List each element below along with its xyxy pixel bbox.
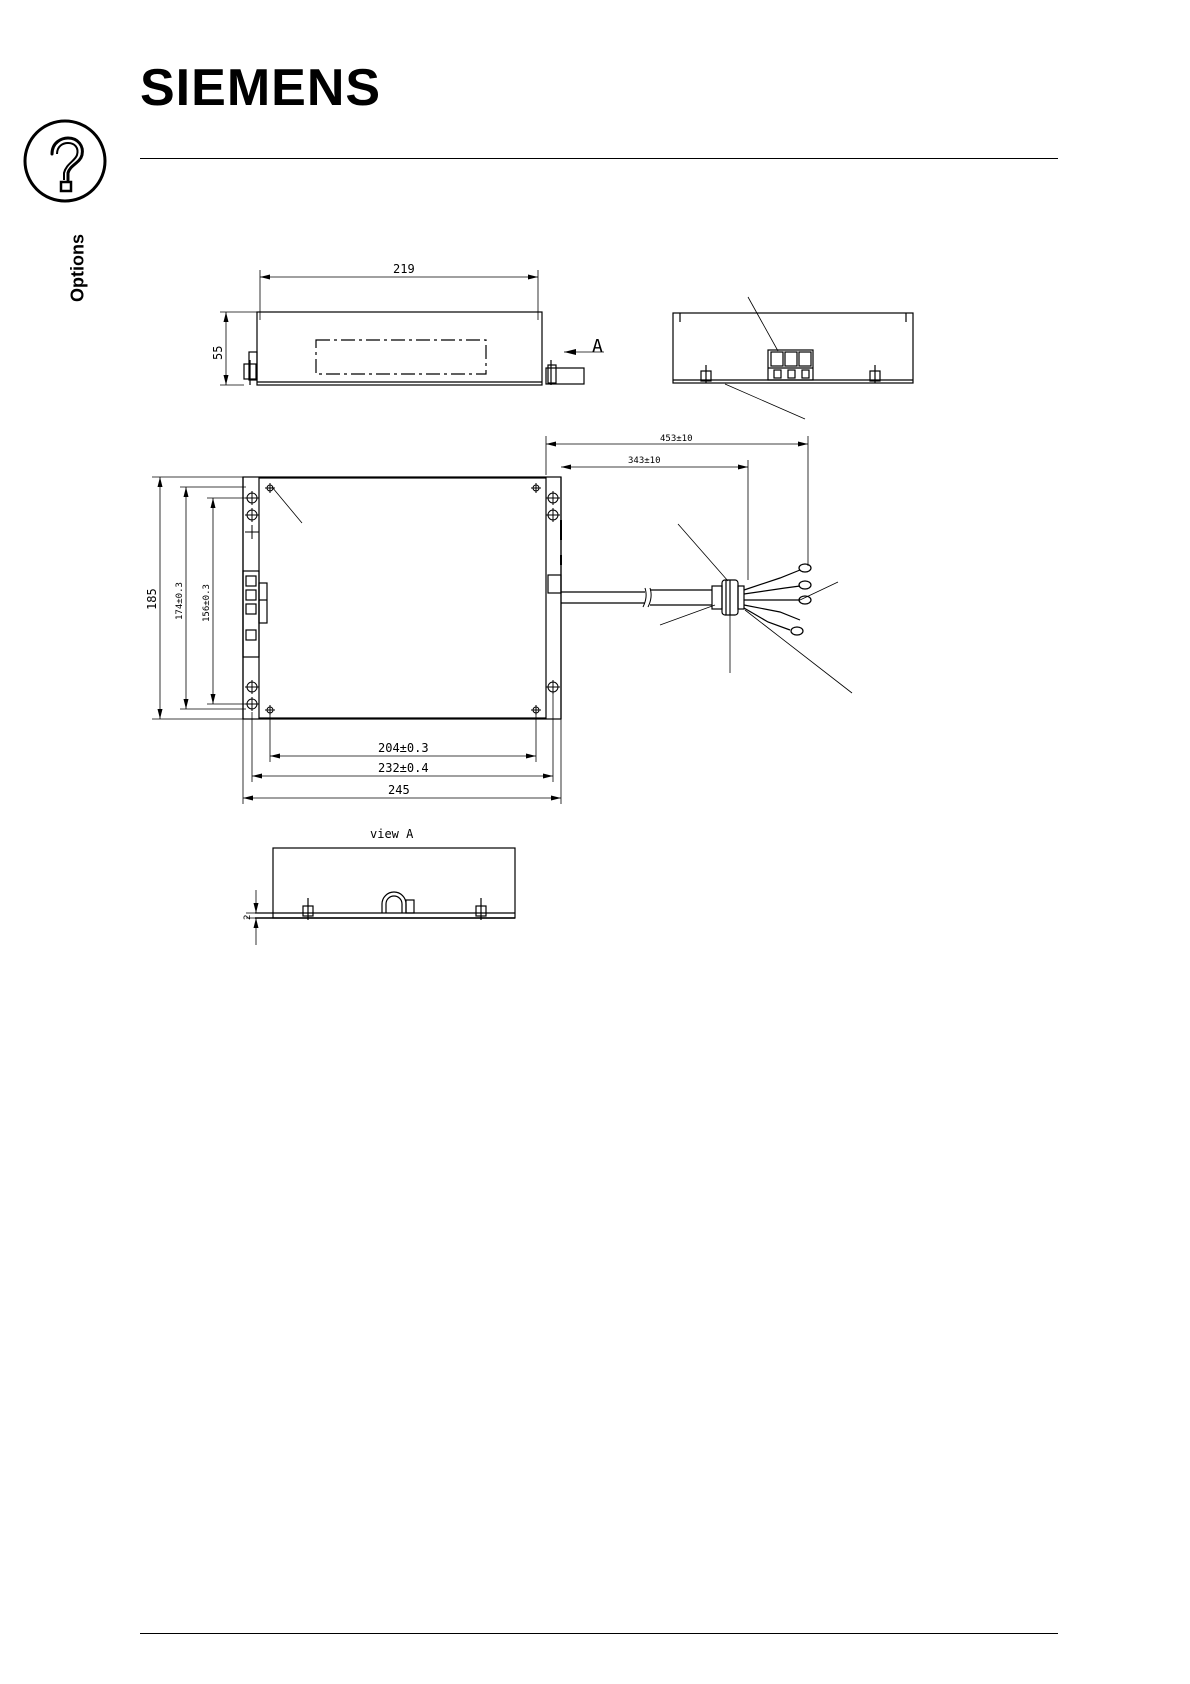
- view-a: [246, 848, 515, 945]
- dim-height-55: 55: [211, 345, 225, 360]
- dim-width-204: 204±0.3: [378, 741, 429, 755]
- dim-depth-185: 185: [145, 588, 159, 610]
- siemens-logo: SIEMENS: [140, 59, 382, 117]
- dim-width-245: 245: [388, 783, 410, 797]
- dim-width-232: 232±0.4: [378, 761, 429, 775]
- dim-base-2: 2: [243, 914, 253, 920]
- top-view: [152, 436, 852, 804]
- footer-rule: [140, 1633, 1058, 1634]
- view-a-label: view A: [370, 827, 414, 841]
- dim-cable-343: 343±10: [628, 456, 661, 466]
- dim-depth-174: 174±0.3: [175, 582, 185, 620]
- side-view: [220, 270, 604, 385]
- dim-cable-453: 453±10: [660, 434, 693, 444]
- dim-length-219: 219: [393, 262, 415, 276]
- dim-depth-156: 156±0.3: [202, 584, 212, 622]
- front-view: [673, 297, 913, 419]
- view-arrow-label: A: [592, 336, 603, 357]
- options-section-label: Options: [67, 234, 88, 302]
